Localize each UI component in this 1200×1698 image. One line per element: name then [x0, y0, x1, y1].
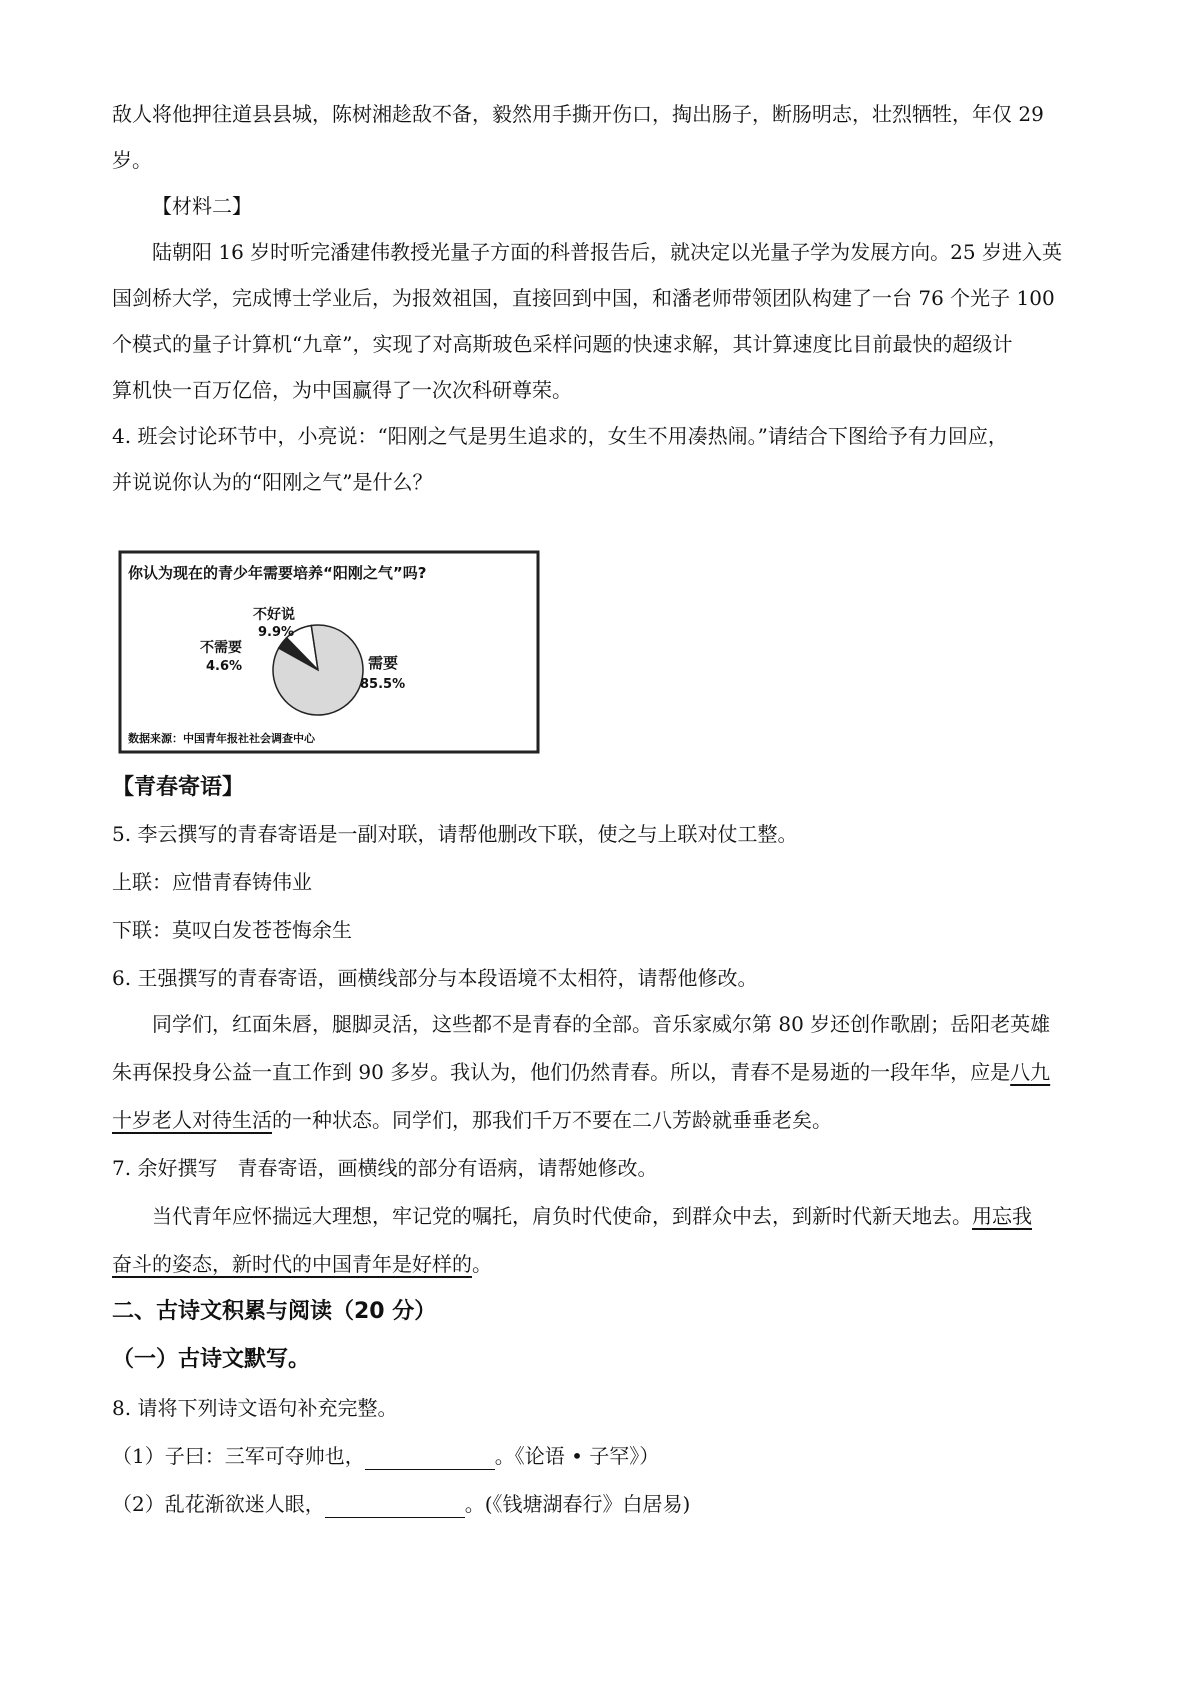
material2-heading: 【材料二】: [152, 194, 252, 218]
q7-underlined-part-1: 用忘我: [972, 1204, 1032, 1228]
q5-lower-couplet: 下联：莫叹白发苍苍悔余生: [112, 918, 352, 942]
q5-upper-couplet: 上联：应惜青春铸伟业: [112, 870, 312, 894]
q6-line-2: [112, 1058, 1102, 1086]
q8-item-2-blank[interactable]: [325, 1495, 465, 1518]
pie-value-unsure: 9.9%: [258, 625, 295, 640]
youth-section-heading: 【青春寄语】: [112, 775, 245, 800]
q8-item-1: [112, 1442, 1102, 1470]
q4-line-2: 并说说你认为的“阳刚之气”是什么？: [112, 470, 433, 494]
q8-item-2-text: （2）乱花渐欲迷人眼，: [112, 1492, 325, 1516]
survey-pie-chart: [118, 530, 543, 760]
q5-prompt: 5. 李云撰写的青春寄语是一副对联，请帮他删改下联，使之与上联对仗工整。: [112, 822, 798, 846]
pie-label-unsure: 不好说: [253, 607, 295, 623]
q7-underlined-part-2: 奋斗的姿态，新时代的中国青年是好样的: [112, 1252, 472, 1276]
pie-value-not-needed: 4.6%: [206, 659, 243, 674]
q8-item-1-blank[interactable]: [365, 1447, 495, 1470]
chart-title: 你认为现在的青少年需要培养“阳刚之气”吗?: [128, 564, 427, 582]
q4-line-1: 4. 班会讨论环节中，小亮说：“阳刚之气是男生追求的，女生不用凑热闹。”请结合下图给予有力回应，: [112, 424, 1008, 448]
pie-label-not-needed: 不需要: [200, 640, 242, 656]
q8-item-2: [112, 1490, 1102, 1518]
pie-label-needed: 需要: [368, 654, 399, 672]
q8-item-1-source: 。《论语 • 子罕》）: [494, 1444, 660, 1468]
section2-subheading: （一）古诗文默写。: [112, 1347, 311, 1372]
q6-underlined-part-1: 八九: [1010, 1060, 1051, 1084]
material2-line-1: 陆朝阳 16 岁时听完潘建伟教授光量子方面的科普报告后，就决定以光量子学为发展方向。25 岁进入英: [152, 240, 1062, 264]
q8-prompt: 8. 请将下列诗文语句补充完整。: [112, 1396, 398, 1420]
material2-line-2: 国剑桥大学，完成博士学业后，为报效祖国，直接回到中国，和潘老师带领团队构建了一台 76 个光子 100: [112, 286, 1055, 310]
material1-line-1: 敌人将他押往道县县城，陈树湘趁敌不备，毅然用手撕开伤口，掏出肠子，断肠明志，壮烈牺牲，年仅 29: [112, 102, 1044, 126]
q6-line-1: 同学们，红面朱唇，腿脚灵活，这些都不是青春的全部。音乐家威尔第 80 岁还创作歌剧；岳阳老英雄: [152, 1012, 1051, 1036]
q7-prompt: 7. 余好撰写 青春寄语，画横线的部分有语病，请帮她修改。: [112, 1156, 658, 1180]
chart-source: 数据来源：中国青年报社社会调查中心: [128, 732, 315, 745]
q6-line-3: [112, 1106, 1102, 1134]
q8-item-1-text: （1）子曰：三军可夺帅也，: [112, 1444, 365, 1468]
q6-prompt: 6. 王强撰写的青春寄语，画横线部分与本段语境不太相符，请帮他修改。: [112, 966, 758, 990]
q7-line-1: [152, 1202, 1142, 1230]
q8-item-2-source: 。(《钱塘湖春行》白居易): [464, 1492, 691, 1516]
q7-line-1-text: 当代青年应怀揣远大理想，牢记党的嘱托，肩负时代使命，到群众中去，到新时代新天地去。: [152, 1204, 972, 1228]
material2-line-3: 个模式的量子计算机“九章”，实现了对高斯玻色采样问题的快速求解，其计算速度比目前最快的超级计: [112, 332, 1013, 356]
pie-value-needed: 85.5%: [360, 677, 406, 692]
material2-line-4: 算机快一百万亿倍，为中国赢得了一次次科研尊荣。: [112, 378, 572, 402]
q6-line-3-text: 的一种状态。同学们，那我们千万不要在二八芳龄就垂垂老矣。: [272, 1108, 832, 1132]
material1-line-2: 岁。: [112, 148, 152, 172]
q6-underlined-part-2: 十岁老人对待生活: [112, 1108, 272, 1132]
q6-line-2-text: 朱再保投身公益一直工作到 90 多岁。我认为，他们仍然青春。所以，青春不是易逝的一段年华，应是: [112, 1060, 1011, 1084]
q7-line-2-text: 。: [472, 1252, 492, 1276]
section2-heading: 二、古诗文积累与阅读（20 分）: [112, 1299, 437, 1324]
q7-line-2: [112, 1250, 1102, 1278]
